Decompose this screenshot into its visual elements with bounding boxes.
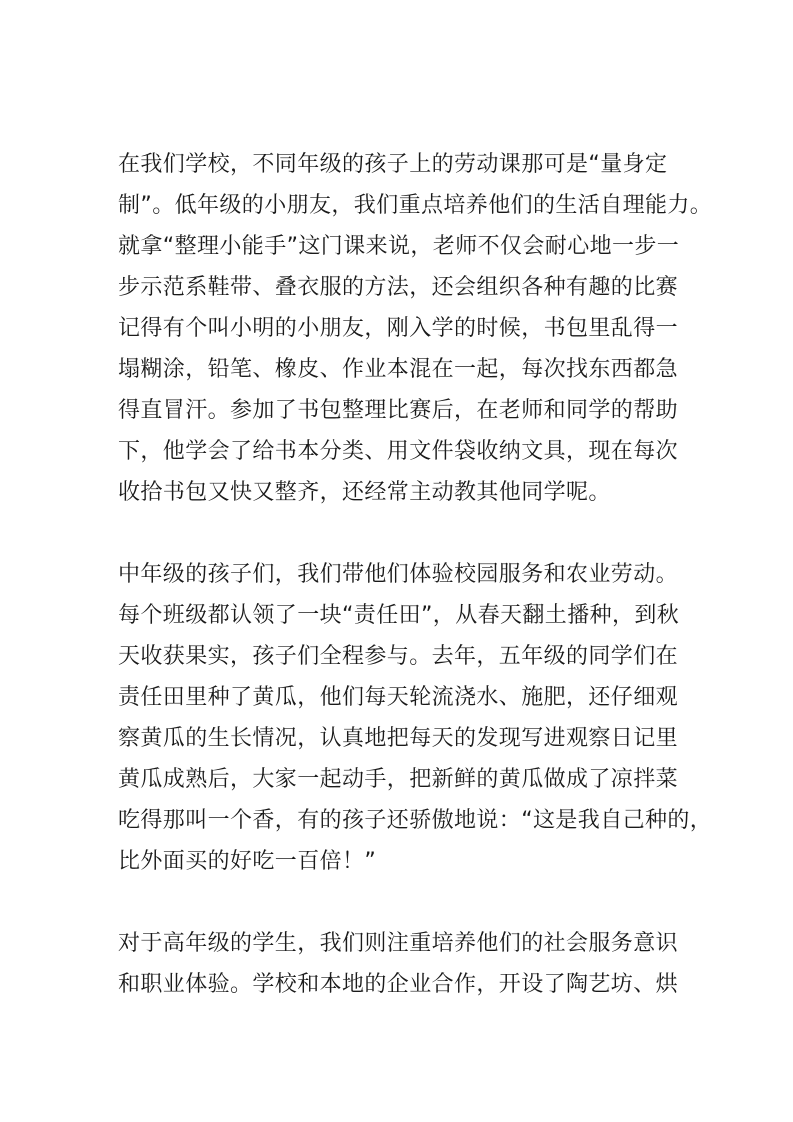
paragraph-lower-grades — [118, 144, 713, 513]
text-line: 每个班级都认领了一块“责任田”，从春天翻土播种，到秋 — [118, 603, 680, 628]
text-line: 吃得那叫一个香，有的孩子还骄傲地说：“这是我自己种的， — [118, 808, 713, 833]
text-line: 制”。低年级的小朋友，我们重点培养他们的生活自理能力。 — [118, 193, 713, 218]
text-line: 记得有个叫小明的小朋友，刚入学的时候，书包里乱得一 — [118, 316, 679, 341]
text-line: 步示范系鞋带、叠衣服的方法，还会组织各种有趣的比赛 — [118, 275, 679, 300]
paragraph-middle-grades — [118, 554, 713, 882]
paragraph-spacer — [118, 513, 698, 554]
text-line: 在我们学校，不同年级的孩子上的劳动课那可是“量身定 — [118, 152, 668, 177]
text-line: 塌糊涂，铅笔、橡皮、作业本混在一起，每次找东西都急 — [118, 357, 679, 382]
text-line: 比外面买的好吃一百倍！” — [118, 849, 377, 874]
text-line: 对于高年级的学生，我们则注重培养他们的社会服务意识 — [118, 931, 679, 956]
text-line: 黄瓜成熟后，大家一起动手，把新鲜的黄瓜做成了凉拌菜 — [118, 767, 679, 792]
text-line: 责任田里种了黄瓜，他们每天轮流浇水、施肥，还仔细观 — [118, 685, 679, 710]
paragraph-spacer — [118, 882, 698, 923]
text-line: 和职业体验。学校和本地的企业合作，开设了陶艺坊、烘 — [118, 972, 679, 997]
text-line: 中年级的孩子们，我们带他们体验校园服务和农业劳动。 — [118, 562, 679, 587]
text-line: 下，他学会了给书本分类、用文件袋收纳文具，现在每次 — [118, 439, 679, 464]
article-body — [118, 144, 713, 1005]
text-line: 就拿“整理小能手”这门课来说，老师不仅会耐心地一步一 — [118, 234, 680, 259]
text-line: 得直冒汗。参加了书包整理比赛后，在老师和同学的帮助 — [118, 398, 679, 423]
text-line: 察黄瓜的生长情况，认真地把每天的发现写进观察日记里 — [118, 726, 679, 751]
paragraph-upper-grades — [118, 923, 698, 1005]
text-line: 收拾书包又快又整齐，还经常主动教其他同学呢。 — [118, 480, 611, 505]
text-line: 天收获果实，孩子们全程参与。去年，五年级的同学们在 — [118, 644, 679, 669]
